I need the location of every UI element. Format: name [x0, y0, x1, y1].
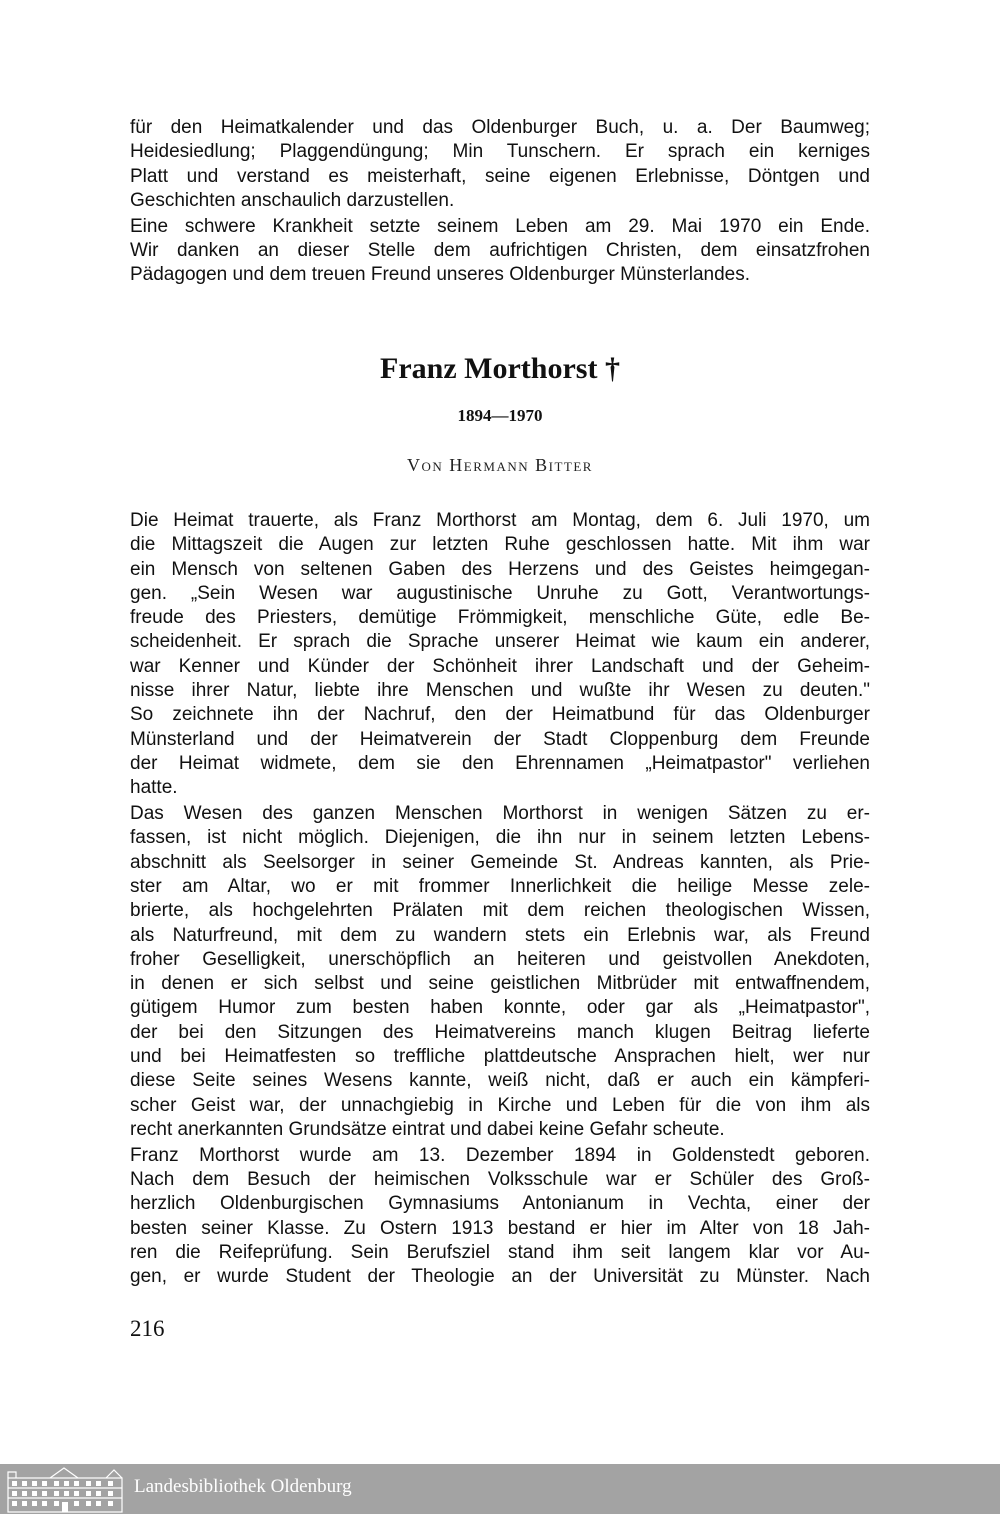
text-line: herzlich Oldenburgischen Gymnasiums Antonianum in Vechta, einer der: [130, 1193, 870, 1215]
text-line: nisse ihrer Natur, liebte ihre Menschen und wußte ihr Wesen zu deuten.": [130, 680, 870, 702]
text-line: Geschichten anschaulich darzustellen.: [130, 189, 455, 211]
text-line: in denen er sich selbst und seine geistlichen Mitbrüder mit entwaffnendem,: [130, 973, 870, 995]
text-line: gütigem Humor zum besten haben konnte, oder gar als „Heimatpastor",: [130, 997, 870, 1019]
paragraph: [130, 509, 870, 801]
article-author: Von Hermann Bitter: [407, 455, 593, 475]
text-line: Die Heimat trauerte, als Franz Morthorst am Montag, dem 6. Juli 1970, um: [130, 510, 870, 531]
article-title: Franz Morthorst †: [380, 352, 620, 385]
article-dates: 1894—1970: [457, 406, 543, 425]
text-line: der Heimat widmete, dem sie den Ehrennamen „Heimatpastor" verliehen: [130, 752, 870, 774]
text-line: und bei Heimatfesten so treffliche plattdeutsche Ansprachen hielt, wer nur: [130, 1046, 870, 1068]
text-line: als Naturfreund, mit dem zu wandern stets ein Erlebnis war, als Freund: [130, 924, 870, 946]
text-line: für den Heimatkalender und das Oldenburger Buch, u. a. Der Baumweg;: [130, 117, 870, 138]
text-line: scheidenheit. Er sprach die Sprache unserer Heimat wie kaum ein anderer,: [130, 631, 870, 653]
text-line: recht anerkannten Grundsätze eintrat und dabei keine Gefahr scheute.: [130, 1118, 725, 1140]
text-line: fassen, ist nicht möglich. Diejenigen, die ihn nur in seinem letzten Lebens-: [130, 827, 870, 849]
footer-bar: [0, 1464, 1000, 1514]
text-line: der bei den Sitzungen des Heimatvereins manch klugen Beitrag lieferte: [130, 1021, 870, 1043]
text-line: scher Geist war, der unnachgiebig in Kirche und Leben für die von ihm als: [130, 1094, 870, 1116]
text-line: So zeichnete ihn der Nachruf, den der Heimatbund für das Oldenburger: [130, 704, 870, 726]
paragraph: [130, 116, 870, 213]
page-number: 216: [130, 1316, 165, 1341]
text-line: Pädagogen und dem treuen Freund unseres Oldenburger Münsterlandes.: [130, 264, 751, 286]
text-line: war Kenner und Künder der Schönheit ihrer Landschaft und der Geheim-: [130, 655, 870, 677]
top-text-block: [130, 116, 870, 289]
text-line: Eine schwere Krankheit setzte seinem Leben am 29. Mai 1970 ein Ende.: [130, 215, 870, 237]
text-line: Das Wesen des ganzen Menschen Morthorst in wenigen Sätzen zu er-: [130, 803, 870, 825]
text-line: ster am Altar, wo er mit frommer Innerlichkeit die heilige Messe zele-: [130, 875, 870, 897]
text-line: Franz Morthorst wurde am 13. Dezember 1894 in Goldenstedt geboren.: [130, 1144, 870, 1166]
paragraph: [130, 1144, 870, 1290]
article-body: [130, 509, 870, 1291]
text-line: ein Mensch von seltenen Gaben des Herzens und des Geistes heimgegan-: [130, 558, 870, 580]
library-name: Landesbibliothek Oldenburg: [134, 1476, 352, 1497]
text-line: abschnitt als Seelsorger in seiner Gemeinde St. Andreas kannten, als Prie-: [130, 851, 870, 873]
text-line: Wir danken an dieser Stelle dem aufrichtigen Christen, dem einsatzfrohen: [130, 239, 870, 261]
text-line: besten seiner Klasse. Zu Ostern 1913 bestand er hier im Alter von 18 Jah-: [130, 1217, 870, 1239]
text-line: brierte, als hochgelehrten Prälaten mit dem reichen theologischen Wissen,: [130, 900, 870, 922]
text-line: gen. „Sein Wesen war augustinische Unruhe zu Gott, Verantwortungs-: [130, 582, 870, 604]
paragraph: [130, 802, 870, 1142]
text-line: Münsterland und der Heimatverein der Stadt Cloppenburg dem Freunde: [130, 728, 870, 750]
text-line: gen, er wurde Student der Theologie an der Universität zu Münster. Nach: [130, 1266, 870, 1288]
text-line: ren die Reifeprüfung. Sein Berufsziel stand ihm seit langem klar vor Au-: [130, 1241, 870, 1263]
text-line: froher Geselligkeit, unerschöpflich an heiteren und geistvollen Anekdoten,: [130, 948, 870, 970]
text-line: Heidesiedlung; Plaggendüngung; Min Tunschern. Er sprach ein kerniges: [130, 141, 870, 163]
text-line: freude des Priesters, demütige Frömmigkeit, menschliche Güte, edle Be-: [130, 607, 870, 629]
library-building-logo-icon: [6, 1466, 124, 1514]
paragraph: [130, 215, 870, 288]
text-line: hatte.: [130, 777, 178, 799]
text-line: Platt und verstand es meisterhaft, seine eigenen Erlebnisse, Döntgen und: [130, 165, 870, 187]
text-line: diese Seite seines Wesens kannte, weiß nicht, daß er auch ein kämpferi-: [130, 1070, 870, 1092]
text-line: Nach dem Besuch der heimischen Volksschule war er Schüler des Groß-: [130, 1169, 870, 1191]
text-line: die Mittagszeit die Augen zur letzten Ruhe geschlossen hatte. Mit ihm war: [130, 534, 870, 556]
